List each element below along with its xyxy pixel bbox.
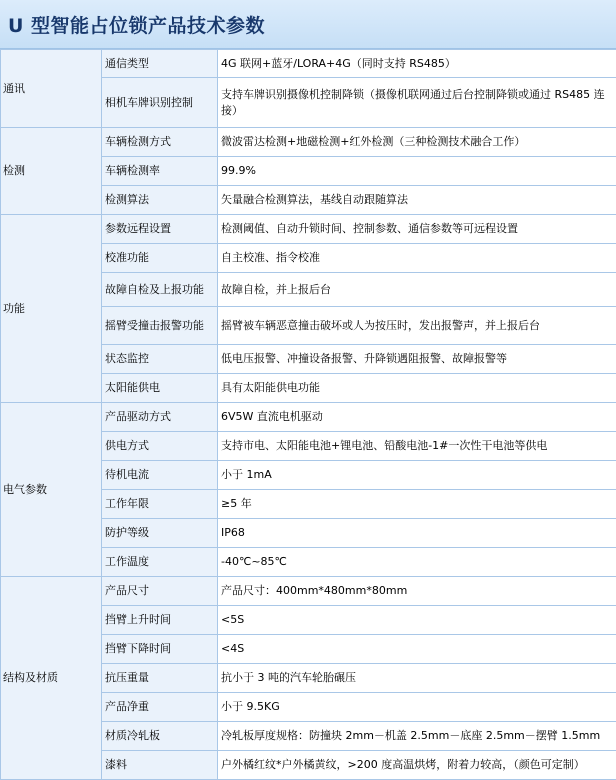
param-value-cell: 冷轧板厚度规格：防撞块 2mm－机盖 2.5mm－底座 2.5mm－摆臂 1.5mm <box>218 722 616 751</box>
param-name-cell: 材质冷轧板 <box>102 722 218 751</box>
param-value-cell: <5S <box>218 606 616 635</box>
param-value-cell: 小于 9.5KG <box>218 693 616 722</box>
param-name-cell: 太阳能供电 <box>102 374 218 403</box>
param-name-cell: 抗压重量 <box>102 664 218 693</box>
param-name-cell: 挡臂下降时间 <box>102 635 218 664</box>
param-name-cell: 车辆检测方式 <box>102 128 218 157</box>
param-value-cell: 99.9% <box>218 157 616 186</box>
param-name-cell: 供电方式 <box>102 432 218 461</box>
param-name-cell: 通信类型 <box>102 50 218 78</box>
table-row <box>1 577 616 606</box>
param-value-cell: 微波雷达检测+地磁检测+红外检测（三种检测技术融合工作） <box>218 128 616 157</box>
table-row <box>1 403 616 432</box>
param-name-cell: 挡臂上升时间 <box>102 606 218 635</box>
table-row <box>1 215 616 244</box>
param-value-cell: 矢量融合检测算法，基线自动跟随算法 <box>218 186 616 215</box>
param-name-cell: 摇臂受撞击报警功能 <box>102 307 218 345</box>
category-cell: 结构及材质 <box>1 577 102 780</box>
table-row <box>1 128 616 157</box>
page-title: U 型智能占位锁产品技术参数 <box>8 11 265 38</box>
page-header <box>0 0 616 49</box>
param-value-cell: 户外橘红纹*户外橘黄纹，>200 度高温烘烤，附着力较高，（颜色可定制） <box>218 751 616 780</box>
param-name-cell: 车辆检测率 <box>102 157 218 186</box>
category-cell: 电气参数 <box>1 403 102 577</box>
param-value-cell: 4G 联网+蓝牙/LORA+4G（同时支持 RS485） <box>218 50 616 78</box>
param-name-cell: 校准功能 <box>102 244 218 273</box>
spec-table <box>0 49 616 780</box>
param-value-cell: 产品尺寸：400mm*480mm*80mm <box>218 577 616 606</box>
param-name-cell: 工作温度 <box>102 548 218 577</box>
param-value-cell: 摇臂被车辆恶意撞击破坏或人为按压时，发出报警声，并上报后台 <box>218 307 616 345</box>
category-cell: 通讯 <box>1 50 102 128</box>
param-name-cell: 待机电流 <box>102 461 218 490</box>
param-name-cell: 故障自检及上报功能 <box>102 273 218 307</box>
param-value-cell: 小于 1mA <box>218 461 616 490</box>
category-cell: 检测 <box>1 128 102 215</box>
param-value-cell: -40℃~85℃ <box>218 548 616 577</box>
param-name-cell: 产品净重 <box>102 693 218 722</box>
param-name-cell: 产品驱动方式 <box>102 403 218 432</box>
param-name-cell: 工作年限 <box>102 490 218 519</box>
param-value-cell: 6V5W 直流电机驱动 <box>218 403 616 432</box>
spec-table-body <box>1 50 616 780</box>
param-name-cell: 相机车牌识别控制 <box>102 78 218 128</box>
table-row <box>1 50 616 78</box>
category-cell: 功能 <box>1 215 102 403</box>
param-value-cell: 低电压报警、冲撞设备报警、升降锁遇阻报警、故障报警等 <box>218 345 616 374</box>
param-name-cell: 漆料 <box>102 751 218 780</box>
param-name-cell: 参数远程设置 <box>102 215 218 244</box>
param-value-cell: <4S <box>218 635 616 664</box>
param-name-cell: 产品尺寸 <box>102 577 218 606</box>
param-name-cell: 防护等级 <box>102 519 218 548</box>
param-value-cell: 自主校准、指令校准 <box>218 244 616 273</box>
param-value-cell: 具有太阳能供电功能 <box>218 374 616 403</box>
param-value-cell: 抗小于 3 吨的汽车轮胎碾压 <box>218 664 616 693</box>
param-value-cell: 支持车牌识别摄像机控制降锁（摄像机联网通过后台控制降锁或通过 RS485 连接） <box>218 78 616 128</box>
param-value-cell: 支持市电、太阳能电池+锂电池、铅酸电池-1#一次性干电池等供电 <box>218 432 616 461</box>
param-name-cell: 检测算法 <box>102 186 218 215</box>
param-name-cell: 状态监控 <box>102 345 218 374</box>
param-value-cell: ≥5 年 <box>218 490 616 519</box>
param-value-cell: 检测阈值、自动升锁时间、控制参数、通信参数等可远程设置 <box>218 215 616 244</box>
param-value-cell: 故障自检，并上报后台 <box>218 273 616 307</box>
param-value-cell: IP68 <box>218 519 616 548</box>
